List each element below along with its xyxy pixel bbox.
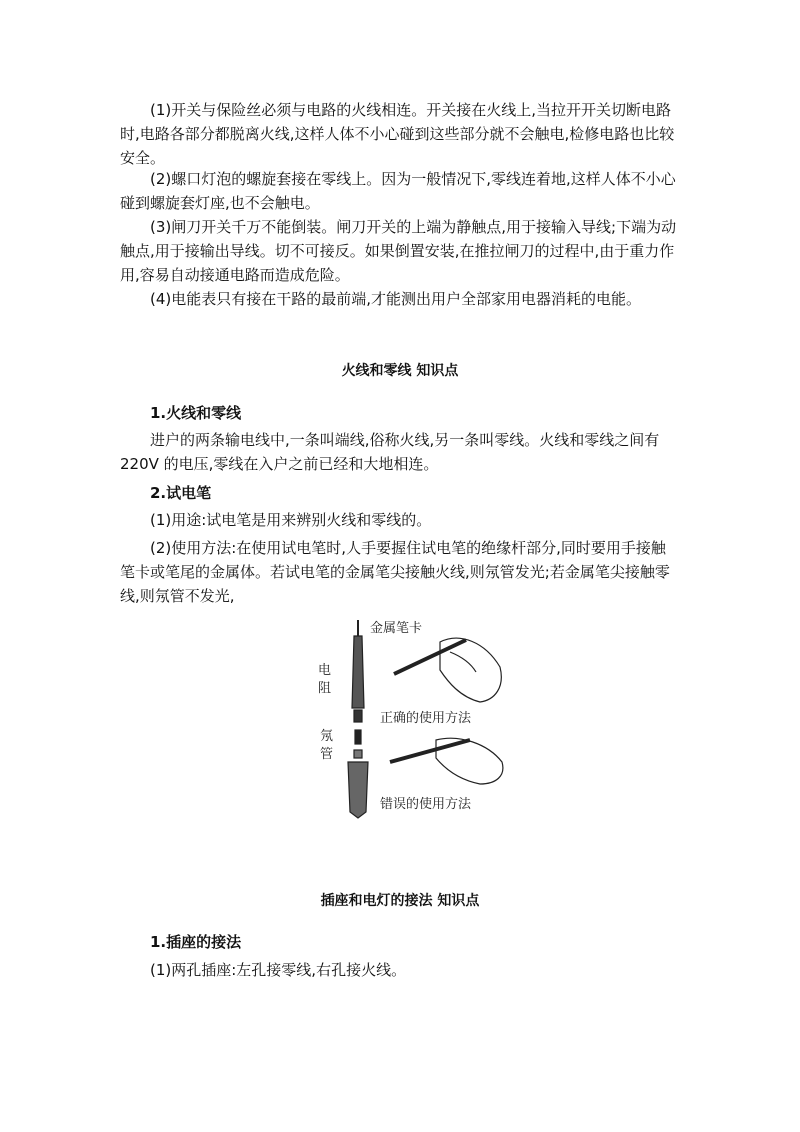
test-pen-disassembled-illustration (348, 620, 368, 818)
correct-usage-illustration (394, 638, 501, 702)
wrong-usage-illustration (390, 738, 503, 784)
neon-label-line1: 氖 (320, 729, 334, 744)
subheading-live-neutral: 1.火线和零线 (150, 404, 242, 422)
paragraph-knife-switch: (3)闸刀开关千万不能倒装。闸刀开关的上端为静触点,用于接输入导线;下端为动触点,用于接输出导线。切不可接反。如果倒置安装,在推拉闸刀的过程中,由于重力作用,容易自动接通电路而造成危险。 (120, 218, 677, 284)
resistor-label-line1: 电 (318, 663, 332, 678)
paragraph-live-neutral: 进户的两条输电线中,一条叫端线,俗称火线,另一条叫零线。火线和零线之间有220V 的电压,零线在入户之前已经和大地相连。 (120, 431, 660, 473)
test-pen-figure (310, 612, 510, 822)
paragraph-two-hole-socket: (1)两孔插座:左孔接零线,右孔接火线。 (150, 961, 407, 979)
correct-usage-caption: 正确的使用方法 (380, 711, 472, 726)
section-title-socket-lamp: 插座和电灯的接法 知识点 (320, 893, 480, 909)
resistor-label-line2: 阻 (318, 681, 332, 696)
section-title-live-neutral: 火线和零线 知识点 (341, 363, 459, 379)
subheading-test-pen: 2.试电笔 (150, 484, 212, 502)
metal-clip-label: 金属笔卡 (370, 621, 423, 636)
paragraph-switch-fuse: (1)开关与保险丝必须与电路的火线相连。开关接在火线上,当拉开开关切断电路时,电路各部分都脱离火线,这样人体不小心碰到这些部分就不会触电,检修电路也比较安全。 (120, 101, 675, 167)
paragraph-test-pen-method: (2)使用方法:在使用试电笔时,人手要握住试电笔的绝缘杆部分,同时要用手接触笔卡或笔尾的金属体。若试电笔的金属笔尖接触火线,则氖管发光;若金属笔尖接触零线,则氖管不发光, (120, 539, 670, 605)
neon-label-line2: 管 (320, 747, 334, 762)
paragraph-energy-meter: (4)电能表只有接在干路的最前端,才能测出用户全部家用电器消耗的电能。 (150, 290, 642, 308)
subheading-socket: 1.插座的接法 (150, 933, 242, 951)
paragraph-screw-lamp: (2)螺口灯泡的螺旋套接在零线上。因为一般情况下,零线连着地,这样人体不小心碰到螺旋套灯座,也不会触电。 (120, 170, 676, 212)
paragraph-test-pen-use: (1)用途:试电笔是用来辨别火线和零线的。 (150, 511, 432, 529)
wrong-usage-caption: 错误的使用方法 (380, 797, 472, 812)
